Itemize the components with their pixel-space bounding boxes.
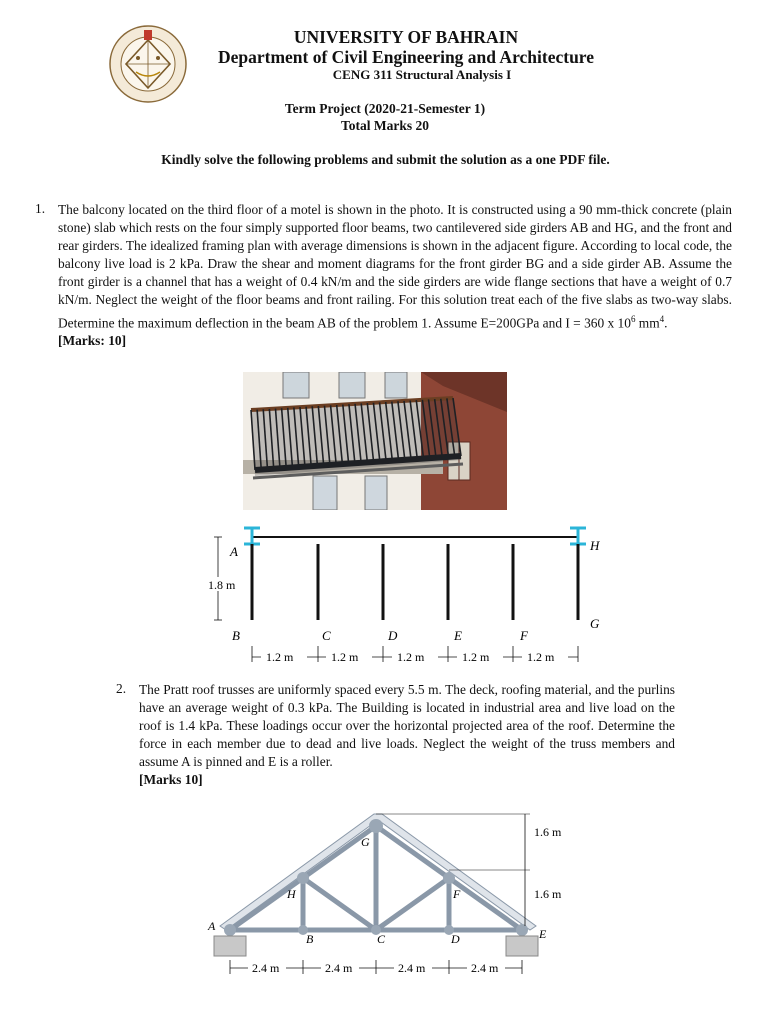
label-b: B bbox=[232, 628, 240, 643]
exponent: 4 bbox=[659, 313, 665, 324]
spacing-label: 1.2 m bbox=[266, 650, 294, 664]
pratt-truss-figure bbox=[200, 800, 590, 984]
label-e: E bbox=[454, 628, 462, 643]
spacing-label: 1.2 m bbox=[462, 650, 490, 664]
framing-plan-figure bbox=[200, 520, 620, 670]
problem-2-text bbox=[139, 681, 675, 790]
label-f: F bbox=[453, 887, 461, 901]
problem-2-marks: [Marks 10] bbox=[139, 772, 203, 788]
label-b: B bbox=[306, 932, 314, 946]
label-d: D bbox=[388, 628, 398, 643]
label-h: H bbox=[287, 887, 296, 901]
label-e: E bbox=[539, 927, 547, 941]
problem-2-body: The Pratt roof trusses are uniformly spaced every 5.5 m. The deck, roofing material, and the purlins have an average weight of 0.3 kPa. The Building is located in industrial area and live load on the roof is 1.4 kPa. These loadings occur over the horizontal projected area of the roof. Determine the force in each member due to dead and live loads. Neglect the weight of the truss members and assume A is pinned and E is a roller. bbox=[139, 682, 675, 770]
spacing-label: 2.4 m bbox=[398, 961, 426, 975]
problem-1-marks: [Marks: 10] bbox=[58, 333, 127, 349]
spacing-label: 2.4 m bbox=[325, 961, 353, 975]
label-c: C bbox=[377, 932, 386, 946]
truss-members bbox=[230, 826, 522, 930]
label-h: H bbox=[590, 538, 600, 553]
instructions: Kindly solve the following problems and submit the solution as a one PDF file. bbox=[161, 152, 610, 167]
problem-1-number: 1. bbox=[35, 201, 46, 216]
support-a-icon bbox=[214, 936, 246, 956]
label-a: A bbox=[230, 544, 238, 559]
spacing-label: 1.2 m bbox=[331, 650, 359, 664]
problem-2-number: 2. bbox=[116, 681, 127, 696]
label-g: G bbox=[361, 835, 370, 849]
unit-text: mm bbox=[635, 315, 660, 331]
project-title: Term Project (2020-21-Semester 1) bbox=[284, 101, 486, 116]
label-f: F bbox=[520, 628, 528, 643]
university-name: UNIVERSITY OF BAHRAIN bbox=[293, 27, 519, 47]
balcony-photo bbox=[243, 372, 507, 510]
exponent: 6 bbox=[630, 313, 636, 324]
label-c: C bbox=[322, 628, 331, 643]
label-d: D bbox=[451, 932, 460, 946]
spacing-label: 2.4 m bbox=[252, 961, 280, 975]
period: . bbox=[664, 315, 668, 331]
spacing-label: 1.2 m bbox=[527, 650, 555, 664]
problem-1-body: The balcony located on the third floor of a motel is shown in the photo. It is constructed using a 90 mm-thick concrete (plain stone) slab which rests on the four simply supported floor beams, two cantilevered side girders AB and HG, and the front and rear girders. The idealized framing plan with average dimensions is shown in the adjacent figure. According to local code, the balcony live load is 2 kPa. Draw the shear and moment diagrams for the front girder BG and a side girder AB. Assume the front girder is a channel that has a weight of 0.4 kN/m and the side girders are wide flange sections that have a weight of 0.7 kN/m. Neglect the weight of the floor beams and front railing. For this solution treat each of the five slabs as two-way slabs. Determine the maximum deflection in the beam AB of the problem 1. Assume E=200GPa and I = 360 x 10 bbox=[58, 202, 732, 331]
spacing-label: 1.2 m bbox=[397, 650, 425, 664]
label-a: A bbox=[208, 919, 216, 933]
department-name: Department of Civil Engineering and Architecture bbox=[217, 47, 595, 67]
total-marks: Total Marks 20 bbox=[340, 118, 429, 133]
spacing-label: 2.4 m bbox=[471, 961, 499, 975]
label-g: G bbox=[590, 616, 600, 631]
height-label: 1.6 m bbox=[534, 825, 562, 839]
course-title: CENG 311 Structural Analysis I bbox=[332, 67, 512, 82]
height-label: 1.8 m bbox=[208, 578, 236, 592]
height-label: 1.6 m bbox=[534, 887, 562, 901]
support-e-icon bbox=[506, 936, 538, 956]
problem-1-text bbox=[58, 201, 732, 350]
